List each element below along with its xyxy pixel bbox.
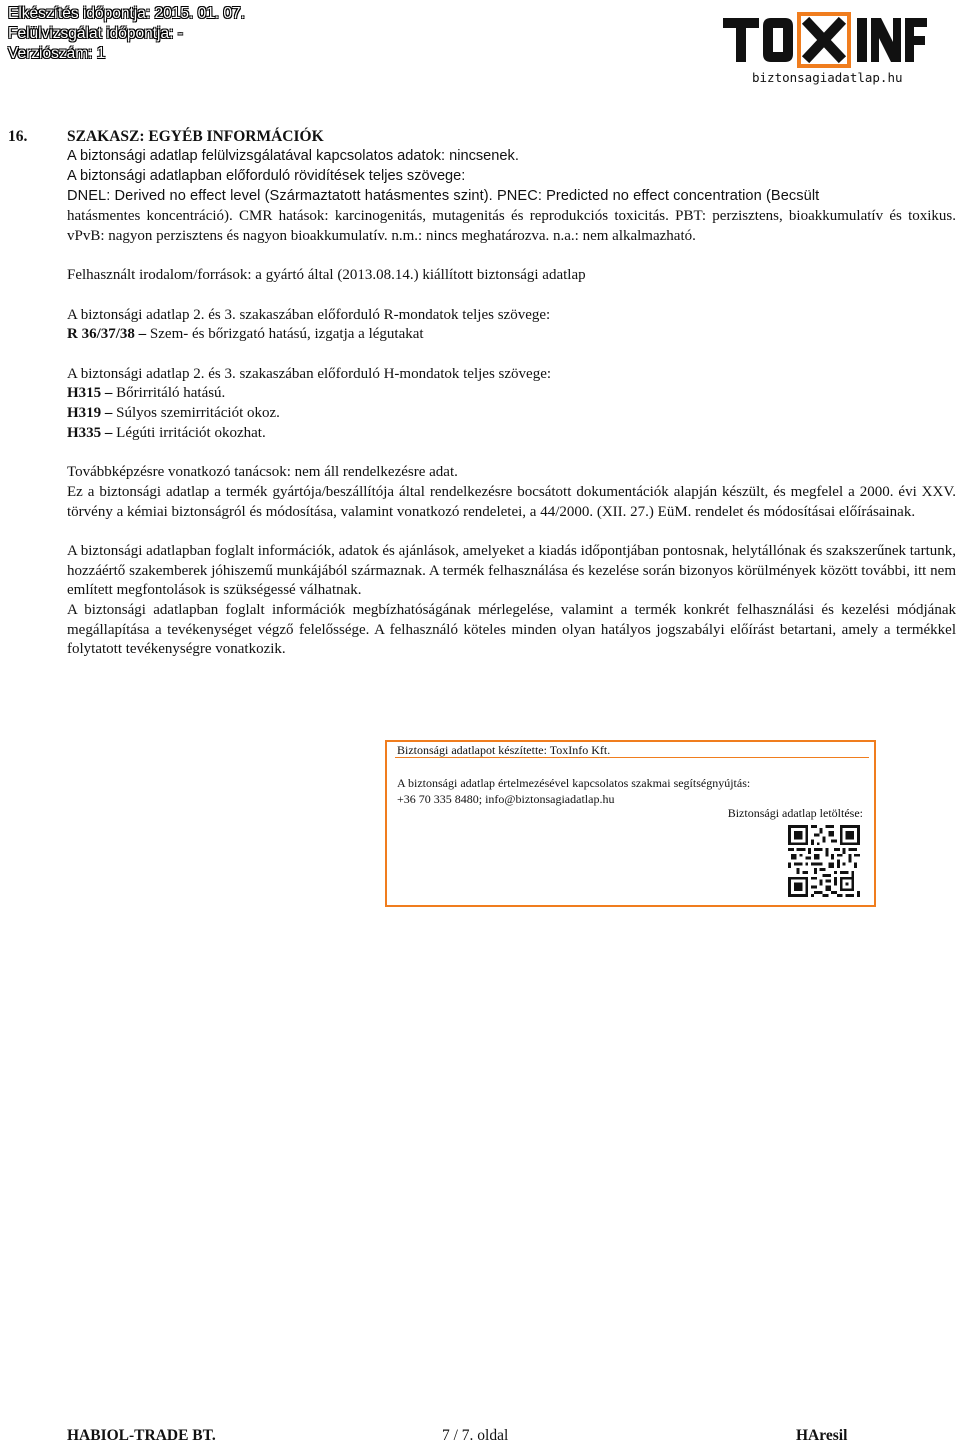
training-line: Továbbképzésre vonatkozó tanácsok: nem áll rendelkezésre adat. bbox=[67, 464, 458, 480]
document-meta bbox=[8, 4, 245, 64]
r-phrase-text: Szem- és bőrizgató hatású, izgatja a légutakat bbox=[149, 326, 424, 342]
responsibility-paragraph: A biztonsági adatlapban foglalt információk megbízhatóságának mérlegelése, valamint a termék konkrét felhasználási és kezelési módjának megállapítása a tevékenységet végző felelőssége. A felhasználó köteles minden olyan hatályos jogszabályi előírást betartani, amely a termékkel folytatott tevékenységre vonatkozik. bbox=[67, 602, 956, 658]
logo-subtitle: biztonsagiadatlap.hu bbox=[752, 70, 903, 85]
r-phrase bbox=[67, 325, 956, 345]
created-date: Elkészítés időpontja: 2015. 01. 07. bbox=[8, 5, 245, 22]
section-title: SZAKASZ: EGYÉB INFORMÁCIÓK bbox=[67, 128, 324, 145]
abbrev-line-1: DNEL: Derived no effect level (Származtatott hatásmentes szint). PNEC: Predicted no effect concentration (Becsült bbox=[67, 188, 820, 204]
legal-paragraph: Ez a biztonsági adatlap a termék gyártója/beszállítója által rendelkezésre bocsátott dokumentációk alapján készült, és megfelel a 2000. évi XXV. törvény a kémiai biztonságról és módosítása, valamint vonatkozó rendeletei, a 44/2000. (XII. 27.) EüM. rendelet és módosításai előírásainak. bbox=[67, 484, 956, 520]
revision-date: Felülvizsgálat időpontja: - bbox=[8, 25, 183, 42]
h-phrase bbox=[67, 404, 956, 424]
h-phrase-separator: – bbox=[101, 405, 117, 421]
h-phrase-separator: – bbox=[101, 425, 117, 441]
r-phrases-intro: A biztonsági adatlap 2. és 3. szakaszában előforduló R-mondatok teljes szövege: bbox=[67, 307, 551, 323]
h-phrase-code: H319 bbox=[67, 405, 102, 421]
title-divider bbox=[395, 757, 869, 758]
footer-company: HABIOL-TRADE BT. bbox=[67, 1427, 216, 1442]
contact-text: +36 70 335 8480; info@biztonsagiadatlap.hu bbox=[397, 792, 615, 806]
h-phrase-code: H335 bbox=[67, 425, 102, 441]
footer-page-number: 7 / 7. oldal bbox=[442, 1427, 509, 1442]
abbrev-intro: A biztonsági adatlapban előforduló rövidítések teljes szövege: bbox=[67, 168, 466, 184]
r-phrase-separator: – bbox=[134, 326, 150, 342]
abbrev-text: hatásmentes koncentráció). CMR hatások: karcinogenitás, mutagenitás és reprodukciós toxicitás. PBT: perzisztens, bioakkumulatív és toxikus. vPvB: nagyon perzisztens és nagyon bioakkumulatív. n.m.: nincs meghatározva. n.a.: nem alkalmazható. bbox=[67, 208, 956, 244]
footer-product: HAresil bbox=[796, 1427, 848, 1442]
h-phrase-text: Súlyos szemirritációt okoz. bbox=[116, 405, 280, 421]
h-phrase-code: H315 bbox=[67, 385, 102, 401]
r-phrase-code: R 36/37/38 bbox=[67, 326, 135, 342]
h-phrase bbox=[67, 424, 956, 444]
h-phrase-text: Légúti irritációt okozhat. bbox=[116, 425, 266, 441]
h-phrases-intro: A biztonsági adatlap 2. és 3. szakaszában előforduló H-mondatok teljes szövege: bbox=[67, 366, 552, 382]
preparer-title: Biztonsági adatlapot készítette: ToxInfo Kft. bbox=[397, 743, 611, 757]
toxinfo-logo-icon bbox=[723, 12, 937, 68]
qr-code-icon[interactable] bbox=[788, 825, 860, 897]
help-text: A biztonsági adatlap értelmezésével kapcsolatos szakmai segítségnyújtás: bbox=[397, 776, 751, 790]
sources-line: Felhasznált irodalom/források: a gyártó által (2013.08.14.) kiállított biztonsági adatlap bbox=[67, 267, 586, 283]
h-phrase-text: Bőrirritáló hatású. bbox=[116, 385, 226, 401]
section-number: 16. bbox=[8, 128, 28, 145]
download-label: Biztonsági adatlap letöltése: bbox=[727, 806, 863, 820]
version-number: Verziószám: 1 bbox=[8, 45, 106, 62]
preparer-info-box bbox=[385, 740, 876, 907]
h-phrase bbox=[67, 384, 956, 404]
h-phrase-separator: – bbox=[101, 385, 117, 401]
review-line: A biztonsági adatlap felülvizsgálatával kapcsolatos adatok: nincsenek. bbox=[67, 148, 519, 164]
disclaimer-paragraph: A biztonsági adatlapban foglalt információk, adatok és ajánlások, amelyeket a kiadás időpontjában pontosnak, helytállónak és szakszerűnek tartunk, hozzáértő szakemberek jóhiszemű munkájából származnak. A termék felhasználása és kezelése során bizonyos körülmények között további, itt nem említett megfontolások is szükségessé válhatnak. bbox=[67, 543, 956, 599]
